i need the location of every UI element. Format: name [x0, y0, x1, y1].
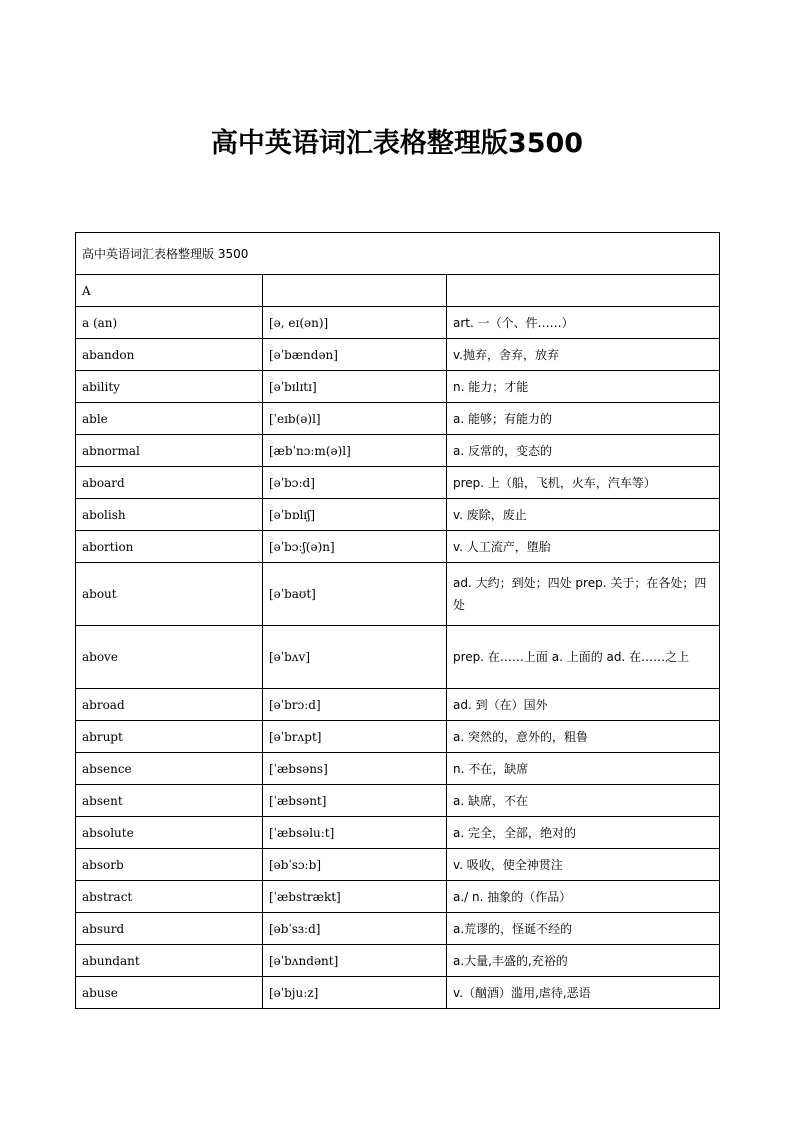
letter-row: [76, 275, 720, 307]
meaning-cell: a. 能够；有能力的: [447, 403, 720, 435]
document-title: 高中英语词汇表格整理版3500: [210, 128, 584, 159]
meaning-cell: a. 完全，全部，绝对的: [447, 817, 720, 849]
table-heading: 高中英语词汇表格整理版 3500: [76, 233, 720, 275]
phonetic-cell: [ˈæbsəluːt]: [263, 817, 447, 849]
table-row: [76, 753, 720, 785]
phonetic-cell: [ˈæbsənt]: [263, 785, 447, 817]
phonetic-cell: [əˈbɒlɪʃ]: [263, 499, 447, 531]
phonetic-cell: [æbˈnɔːm(ə)l]: [263, 435, 447, 467]
phonetic-cell: [əˈbɪlɪtɪ]: [263, 371, 447, 403]
table-row: [76, 307, 720, 339]
table-row: [76, 371, 720, 403]
meaning-cell: a. 反常的，变态的: [447, 435, 720, 467]
word-cell: about: [76, 563, 263, 626]
word-cell: aboard: [76, 467, 263, 499]
phonetic-cell: [əˈbjuːz]: [263, 977, 447, 1009]
table-row: [76, 467, 720, 499]
table-row: [76, 435, 720, 467]
phonetic-cell: [ˈeɪb(ə)l]: [263, 403, 447, 435]
table-row: [76, 913, 720, 945]
phonetic-cell: [əˈbrɔːd]: [263, 689, 447, 721]
phonetic-cell: [ˈæbsəns]: [263, 753, 447, 785]
table-row: [76, 499, 720, 531]
word-cell: abstract: [76, 881, 263, 913]
table-row: [76, 403, 720, 435]
meaning-cell: v. 废除，废止: [447, 499, 720, 531]
meaning-cell: ad. 到（在）国外: [447, 689, 720, 721]
table-row: [76, 339, 720, 371]
phonetic-cell: [əˈbændən]: [263, 339, 447, 371]
meaning-cell: a. 缺席，不在: [447, 785, 720, 817]
word-cell: abolish: [76, 499, 263, 531]
meaning-cell: prep. 在……上面 a. 上面的 ad. 在……之上: [447, 626, 720, 689]
table-row: [76, 977, 720, 1009]
phonetic-cell: [əˈbɔːd]: [263, 467, 447, 499]
table-row: [76, 817, 720, 849]
word-cell: absent: [76, 785, 263, 817]
table-row: [76, 945, 720, 977]
phonetic-cell: [əˈbʌv]: [263, 626, 447, 689]
empty-cell: [447, 275, 720, 307]
word-cell: above: [76, 626, 263, 689]
phonetic-cell: [əˈbʌndənt]: [263, 945, 447, 977]
word-cell: absurd: [76, 913, 263, 945]
meaning-cell: v.（酗酒）滥用,虐待,恶语: [447, 977, 720, 1009]
letter-cell: A: [76, 275, 263, 307]
word-cell: absorb: [76, 849, 263, 881]
table-row: [76, 626, 720, 689]
table-row: [76, 689, 720, 721]
meaning-cell: prep. 上（船，飞机，火车，汽车等）: [447, 467, 720, 499]
word-cell: ability: [76, 371, 263, 403]
meaning-cell: a. 突然的，意外的，粗鲁: [447, 721, 720, 753]
table-row: [76, 563, 720, 626]
phonetic-cell: [əˈbaʊt]: [263, 563, 447, 626]
phonetic-cell: [əˈbɔːʃ(ə)n]: [263, 531, 447, 563]
phonetic-cell: [əˈbrʌpt]: [263, 721, 447, 753]
word-cell: abnormal: [76, 435, 263, 467]
phonetic-cell: [ə, eɪ(ən)]: [263, 307, 447, 339]
word-cell: abroad: [76, 689, 263, 721]
word-cell: abandon: [76, 339, 263, 371]
meaning-cell: a.大量,丰盛的,充裕的: [447, 945, 720, 977]
table-heading-row: [76, 233, 720, 275]
table-row: [76, 849, 720, 881]
phonetic-cell: [əbˈsɔːb]: [263, 849, 447, 881]
meaning-cell: a./ n. 抽象的（作品）: [447, 881, 720, 913]
word-cell: absence: [76, 753, 263, 785]
meaning-cell: art. 一（个、件……）: [447, 307, 720, 339]
word-cell: abundant: [76, 945, 263, 977]
word-cell: absolute: [76, 817, 263, 849]
word-cell: abrupt: [76, 721, 263, 753]
meaning-cell: v. 吸收，使全神贯注: [447, 849, 720, 881]
word-cell: abuse: [76, 977, 263, 1009]
table-row: [76, 881, 720, 913]
empty-cell: [263, 275, 447, 307]
table-row: [76, 721, 720, 753]
table-row: [76, 531, 720, 563]
meaning-cell: a.荒谬的，怪诞不经的: [447, 913, 720, 945]
meaning-cell: n. 能力；才能: [447, 371, 720, 403]
phonetic-cell: [ˈæbstrækt]: [263, 881, 447, 913]
vocabulary-table: [75, 232, 720, 1009]
phonetic-cell: [əbˈsɜːd]: [263, 913, 447, 945]
meaning-cell: n. 不在，缺席: [447, 753, 720, 785]
meaning-cell: v.抛弃，舍弃，放弃: [447, 339, 720, 371]
word-cell: a (an): [76, 307, 263, 339]
table-row: [76, 785, 720, 817]
meaning-cell: ad. 大约；到处；四处 prep. 关于；在各处；四处: [447, 563, 720, 626]
meaning-cell: v. 人工流产，堕胎: [447, 531, 720, 563]
word-cell: able: [76, 403, 263, 435]
word-cell: abortion: [76, 531, 263, 563]
